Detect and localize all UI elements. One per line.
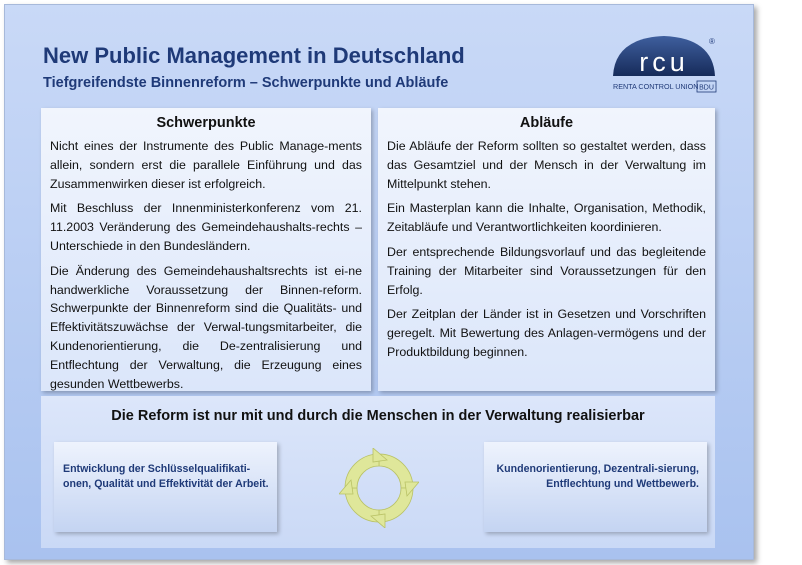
slide — [4, 4, 754, 560]
logo-letters: rcu — [639, 47, 689, 77]
ablaeufe-heading: Abläufe — [519, 115, 574, 131]
logo-registered: ® — [709, 37, 715, 46]
schwerpunkte-paragraph-3: Die Änderung des Gemeindehaushaltsrechts ist ei-ne handwerkliche Voraussetzung der Binnen-reform. Schwerpunkte der Binnenreform sind die Qualitäts- und Effektivitätszuwächse der Verwal-tungsmitarbeiter, die Kundenorientierung, die De-zentralisierung und Entflechtung der Verwaltung, die Erzeugung eines gesunden Wettbewerbs. — [50, 263, 362, 391]
reform-statement: Die Reform ist nur mit und durch die Menschen in der Verwaltung realisierbar — [111, 408, 645, 424]
schwerpunkte-paragraph-1: Nicht eines der Instrumente des Public Manage-ments allein, sondern erst die parallele Einführung und das Zusammenwirken dieser ist erfolgreich. — [50, 139, 362, 191]
reform-section — [41, 396, 715, 548]
rcu-logo — [609, 32, 719, 98]
qualification-box: Entwicklung der Schlüsselqualifikati-onen, Qualität und Effektivität der Arbeit. — [54, 442, 277, 532]
schwerpunkte-paragraph-2: Mit Beschluss der Innenministerkonferenz vom 21. 11.2003 Veränderung des Gemeindehaushalts-rechts – Unterschiede in den Bundesländern. — [50, 201, 362, 253]
schwerpunkte-heading: Schwerpunkte — [156, 115, 256, 131]
page-subtitle: Tiefgreifendste Binnenreform – Schwerpunkte und Abläufe — [43, 75, 449, 91]
cycle-arrows-icon — [339, 448, 419, 528]
ablaeufe-paragraph-4: Der Zeitplan der Länder ist in Gesetzen und Vorschriften geregelt. Mit Bewertung des Anlagen-vermögens und der Produktbildung beginnen. — [387, 307, 706, 359]
logo-tagline: RENTA CONTROL UNION — [613, 82, 699, 91]
logo-badge: BDU — [699, 84, 714, 92]
ablaeufe-paragraph-1: Die Abläufe der Reform sollten so gestaltet werden, dass das Gesamtziel und der Mensch in der Verwaltung im Mittelpunkt stehen. — [387, 139, 706, 191]
schwerpunkte-panel — [41, 108, 371, 391]
ablaeufe-panel — [378, 108, 715, 391]
page-title: New Public Management in Deutschland — [43, 43, 465, 68]
ablaeufe-paragraph-2: Ein Masterplan kann die Inhalte, Organisation, Methodik, Zeitabläufe und Verantwortlichkeiten koordinieren. — [387, 201, 706, 235]
customer-orientation-box: Kundenorientierung, Dezentrali-sierung, Entflechtung und Wettbewerb. — [484, 442, 707, 532]
ablaeufe-paragraph-3: Der entsprechende Bildungsvorlauf und das begleitende Training der Mitarbeiter sind Voraussetzungen für den Erfolg. — [387, 244, 706, 297]
